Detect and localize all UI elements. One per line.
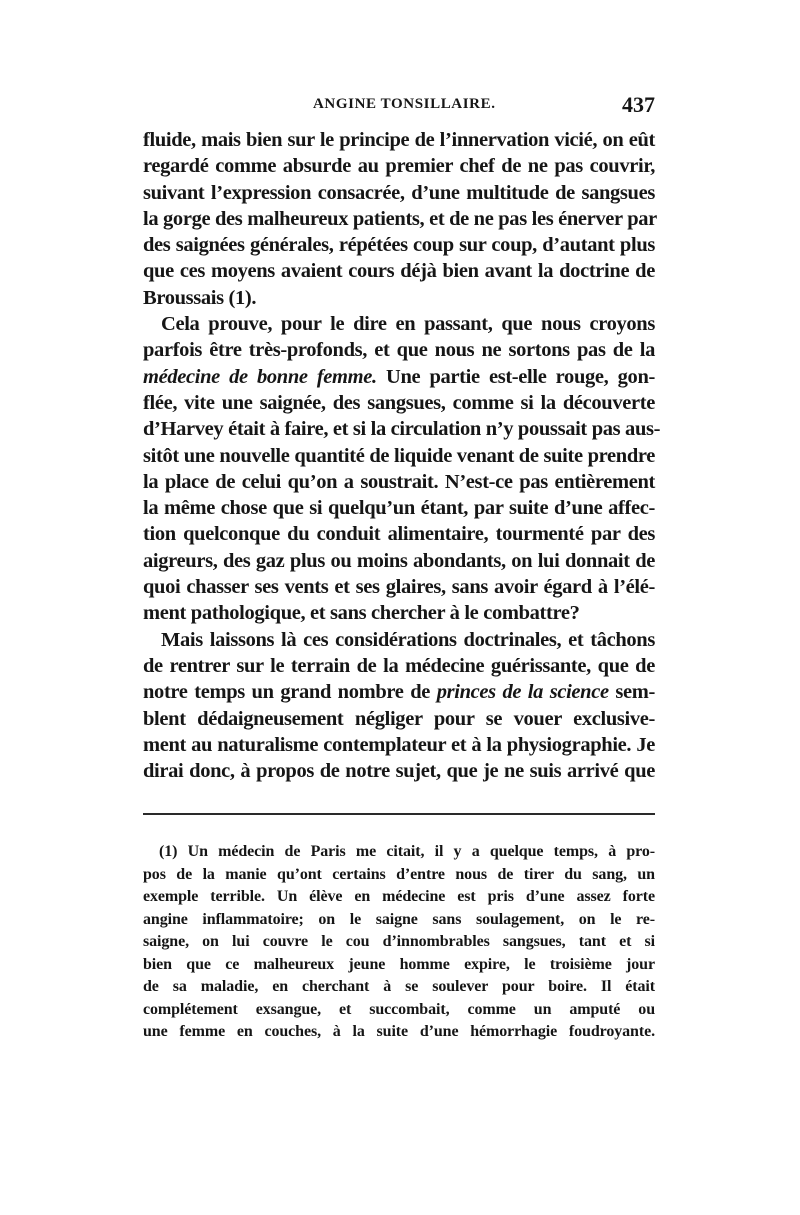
text-span: une saignée, des sangsues, comme si la découverte [221,391,655,414]
text-line: quoi chasser ses vents et ses glaires, sans avoir égard à l’élé- [143,576,655,599]
footnote [143,841,655,1044]
footnote-line: complétement exsangue, et succombait, comme un amputé ou [143,1000,655,1018]
text-line: des saignées générales, répétées coup sur coup, d’autant plus [143,234,655,257]
text-line: suivant l’expression consacrée, d’une multitude de sangsues [143,181,655,204]
text-line-mixed [143,364,655,390]
text-line: fluide, mais bien sur le principe de l’innervation vicié, on eût [143,129,655,151]
footnote-line: saigne, on lui couvre le cou d’innombrables sangsues, tant et si [143,933,655,950]
text-line-mixed [143,390,655,416]
footnote-line: pos de la manie qu’ont certains d’entre nous de tirer du sang, un [143,865,655,883]
body-text [143,127,661,784]
text-span: notre temps un grand nombre de [143,681,437,704]
page-header [143,92,655,122]
footnote-line: angine inflammatoire; on le saigne sans soulagement, on le re- [143,910,655,928]
text-span: Une partie est-elle rouge, gon- [376,365,655,388]
text-line: Mais laissons là ces considérations doctrinales, et tâchons [161,628,655,651]
text-line: la même chose que si quelqu’un étant, par suite d’une affec- [143,497,655,520]
footnote-line: bien que ce malheureux jeune homme expire, le troisième jour [143,955,655,973]
text-line: tion quelconque du conduit alimentaire, tourmenté par des [143,523,655,546]
text-line: ment pathologique, et sans chercher à le combattre? [143,602,580,625]
footnote-line: de sa maladie, en cherchant à se soulever pour boire. Il était [143,978,655,995]
text-line: blent dédaigneusement négliger pour se vouer exclusive- [143,707,655,730]
italic-phrase: médecine de bonne femme. [143,365,377,388]
text-line: d’Harvey était à faire, et si la circulation n’y poussait pas aus- [143,418,661,441]
footnote-line: une femme en couches, à la suite d’une hémorrhagie foudroyante. [143,1023,655,1040]
text-line: Cela prouve, pour le dire en passant, que nous croyons [161,313,655,336]
text-line: aigreurs, des gaz plus ou moins abondants, on lui donnait de [143,549,655,572]
text-line: de rentrer sur le terrain de la médecine guérissante, que de [143,654,655,677]
text-span: flée, vite [143,391,222,414]
running-head: ANGINE TONSILLAIRE. [313,96,496,112]
text-line: dirai donc, à propos de notre sujet, que je ne suis arrivé que [143,760,655,783]
text-line: sitôt une nouvelle quantité de liquide venant de suite prendre [143,444,655,467]
text-line: ment au naturalisme contemplateur et à la physiographie. Je [143,733,655,756]
footnote-separator [143,813,655,815]
text-line: la place de celui qu’on a soustrait. N’est-ce pas entièrement [143,470,655,493]
text-line: Broussais (1). [143,286,257,309]
text-line: parfois être très-profonds, et que nous ne sortons pas de la [143,339,655,362]
text-line: la gorge des malheureux patients, et de ne pas les énerver par [143,207,657,230]
text-span: sem- [608,681,655,704]
footnote-line: (1) Un médecin de Paris me citait, il y a quelque temps, à pro- [159,843,655,860]
text-line: regardé comme absurde au premier chef de ne pas couvrir, [143,155,655,178]
footnote-line: exemple terrible. Un élève en médecine est pris d’une assez forte [143,888,655,905]
text-line-mixed [143,679,655,705]
page-number: 437 [622,92,655,117]
text-line: que ces moyens avaient cours déjà bien avant la doctrine de [143,260,655,283]
italic-phrase: princes de la science [436,681,609,704]
